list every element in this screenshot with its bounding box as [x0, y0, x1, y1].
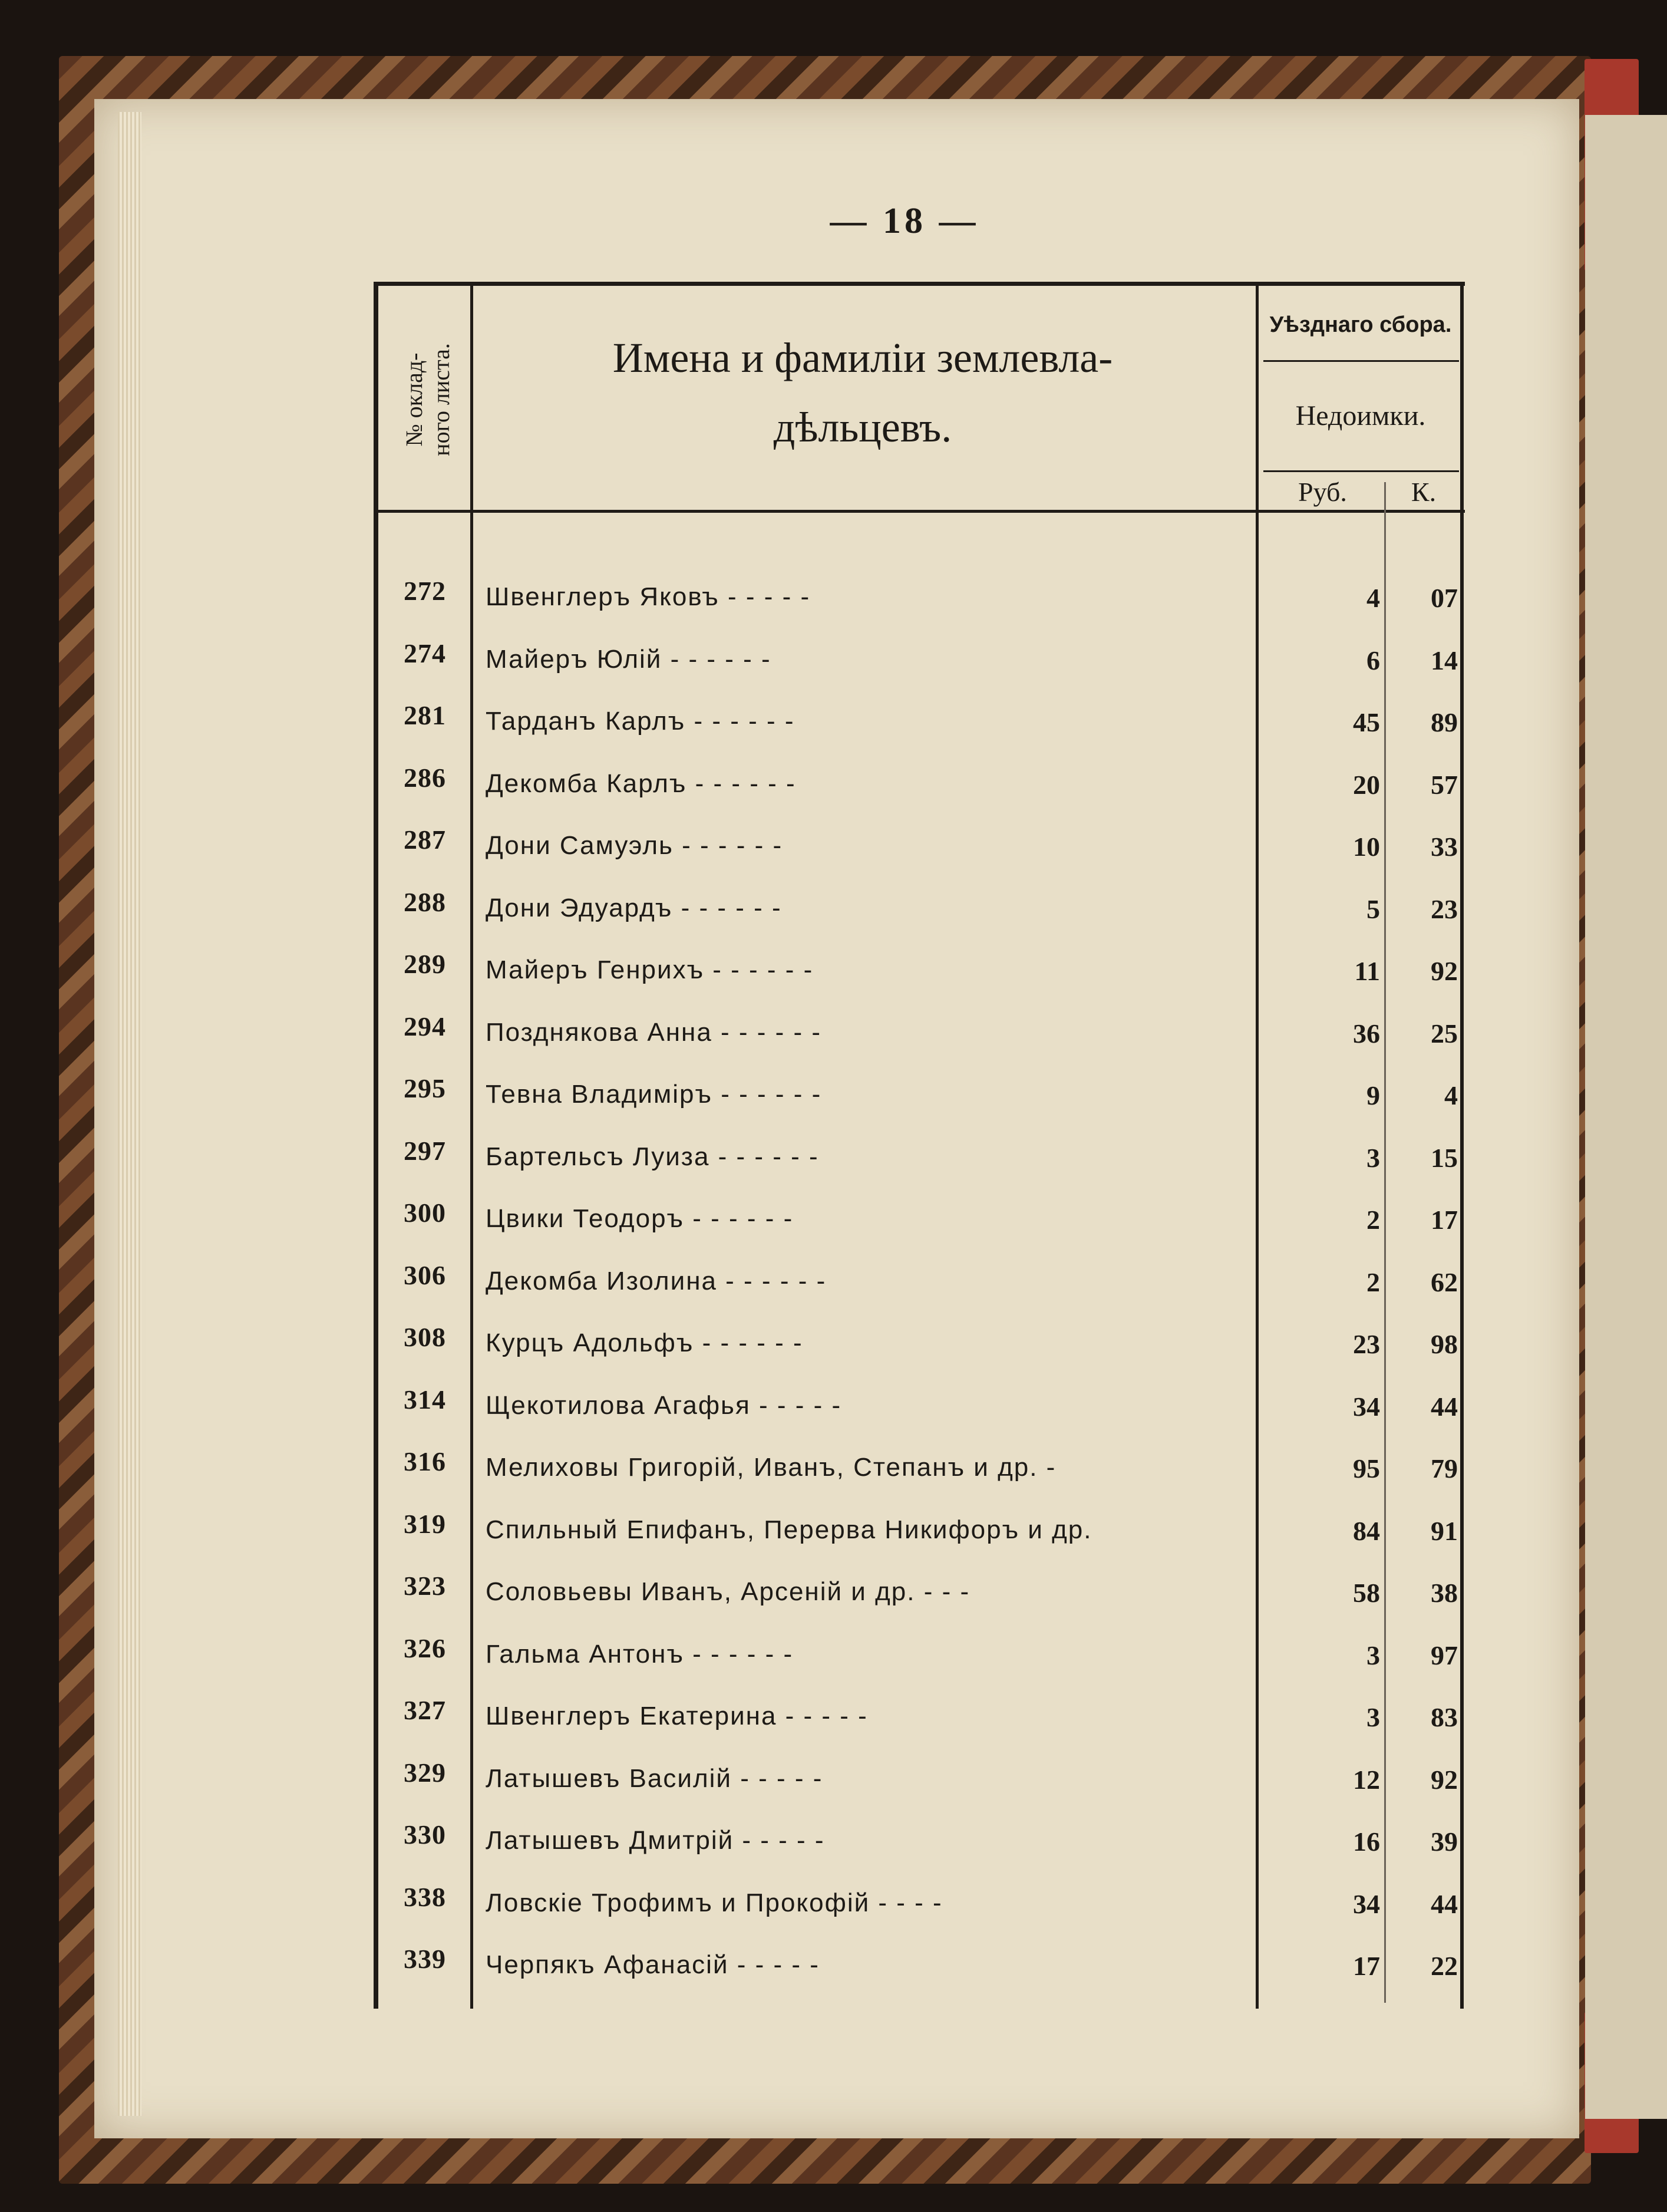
table-row: [374, 1881, 1465, 1951]
row-number: 281: [404, 700, 446, 730]
row-number: 308: [404, 1322, 446, 1352]
table-top-rule: [374, 282, 1465, 286]
table-header-rule: [374, 510, 1465, 513]
header-subrule-1: [1263, 360, 1459, 362]
table-row: [374, 1322, 1465, 1391]
row-number: 326: [404, 1633, 446, 1663]
arrears-kopeks: 39: [1431, 1827, 1458, 1857]
table-row: [374, 1198, 1465, 1267]
arrears-kopeks: 92: [1431, 956, 1458, 986]
arrears-rubles: 2: [1366, 1205, 1380, 1235]
arrears-kopeks: 4: [1444, 1080, 1458, 1110]
arrears-kopeks: 14: [1431, 645, 1458, 675]
arrears-kopeks: 89: [1431, 707, 1458, 737]
arrears-rubles: 34: [1353, 1391, 1380, 1422]
landowner-name: Щекотилова Агафья - - - - -: [486, 1390, 842, 1420]
arrears-kopeks: 17: [1431, 1205, 1458, 1235]
landowner-name: Цвики Теодоръ - - - - - -: [486, 1204, 794, 1233]
arrears-rubles: 58: [1353, 1578, 1380, 1608]
landowner-name: Швенглеръ Екатерина - - - - -: [486, 1702, 868, 1730]
header-rubles: Руб.: [1298, 477, 1347, 507]
table-row: [374, 1446, 1465, 1515]
arrears-rubles: 36: [1353, 1018, 1380, 1049]
page-number: — 18 —: [830, 201, 979, 241]
landowner-name: Тевна Владиміръ - - - - - -: [486, 1080, 822, 1109]
row-number: 338: [404, 1881, 446, 1912]
arrears-kopeks: 15: [1431, 1142, 1458, 1173]
arrears-rubles: 3: [1366, 1142, 1380, 1173]
header-district-tax: Уѣзднаго сбора.: [1269, 312, 1452, 337]
landowner-name: Соловьевы Иванъ, Арсеній и др. - - -: [486, 1577, 971, 1606]
arrears-kopeks: 25: [1431, 1018, 1458, 1049]
arrears-kopeks: 83: [1431, 1702, 1458, 1732]
arrears-rubles: 3: [1366, 1640, 1380, 1670]
row-number: 286: [404, 762, 446, 793]
table-row: [374, 1944, 1465, 2013]
table-row: [374, 576, 1465, 645]
arrears-rubles: 10: [1353, 832, 1380, 862]
row-number: 329: [404, 1757, 446, 1788]
arrears-rubles: 16: [1353, 1827, 1380, 1857]
arrears-rubles: 45: [1353, 707, 1380, 737]
table-row: [374, 1073, 1465, 1142]
landowner-name: Декомба Изолина - - - - - -: [486, 1266, 827, 1295]
row-number: 314: [404, 1384, 446, 1415]
landowner-name: Позднякова Анна - - - - - -: [486, 1017, 822, 1047]
row-number: 295: [404, 1073, 446, 1103]
arrears-kopeks: 91: [1431, 1515, 1458, 1546]
header-names-column: Имена и фамиліи землевла- дѣльцевъ.: [612, 334, 1113, 451]
arrears-kopeks: 57: [1431, 769, 1458, 800]
arrears-kopeks: 79: [1431, 1453, 1458, 1484]
arrears-rubles: 11: [1354, 956, 1380, 986]
arrears-rubles: 4: [1366, 583, 1380, 613]
arrears-kopeks: 44: [1431, 1888, 1458, 1919]
arrears-kopeks: 62: [1431, 1267, 1458, 1297]
arrears-rubles: 17: [1353, 1951, 1380, 1981]
table-row: [374, 1757, 1465, 1827]
landowner-name: Тарданъ Карлъ - - - - - -: [486, 707, 795, 736]
arrears-rubles: 9: [1366, 1080, 1380, 1110]
arrears-rubles: 95: [1353, 1453, 1380, 1484]
row-number: 294: [404, 1011, 446, 1041]
header-arrears: Недоимки.: [1295, 400, 1426, 431]
arrears-rubles: 12: [1353, 1764, 1380, 1795]
table-row: [374, 762, 1465, 832]
landowner-name: Латышевъ Дмитрій - - - - -: [486, 1826, 825, 1855]
arrears-rubles: 34: [1353, 1888, 1380, 1919]
landowner-name: Мелиховы Григорій, Иванъ, Степанъ и др. -: [486, 1453, 1057, 1482]
arrears-rubles: 20: [1353, 769, 1380, 800]
landowner-name: Дони Эдуардъ - - - - - -: [486, 893, 782, 922]
landowner-name: Гальма Антонъ - - - - - -: [486, 1639, 794, 1669]
arrears-rubles: 5: [1366, 894, 1380, 924]
table-row: [374, 1695, 1465, 1764]
arrears-table: [374, 282, 1465, 2009]
table-row: [374, 1384, 1465, 1453]
table-row: [374, 638, 1465, 707]
facing-page-edge: [1585, 115, 1667, 2119]
table-row: [374, 1011, 1465, 1080]
arrears-rubles: 84: [1353, 1515, 1380, 1546]
landowner-name: Швенглеръ Яковъ - - - - -: [486, 582, 811, 611]
row-number: 300: [404, 1198, 446, 1228]
arrears-kopeks: 97: [1431, 1640, 1458, 1670]
table-row: [374, 1260, 1465, 1329]
page-stack-edge: [118, 112, 141, 2116]
landowner-name: Майеръ Генрихъ - - - - - -: [486, 955, 814, 984]
row-number: 330: [404, 1819, 446, 1850]
row-number: 289: [404, 949, 446, 979]
header-number-column: [391, 299, 464, 500]
landowner-name: Майеръ Юлій - - - - - -: [486, 644, 771, 674]
landowner-name: Ловскіе Трофимъ и Прокофій - - - -: [486, 1888, 943, 1917]
row-number: 297: [404, 1135, 446, 1166]
table-row: [374, 1819, 1465, 1888]
landowner-name: Спильный Епифанъ, Перерва Никифоръ и др.: [486, 1515, 1092, 1544]
table-row: [374, 949, 1465, 1018]
arrears-rubles: 3: [1366, 1702, 1380, 1732]
arrears-kopeks: 44: [1431, 1391, 1458, 1422]
arrears-kopeks: 07: [1431, 583, 1458, 613]
row-number: 327: [404, 1695, 446, 1725]
table-row: [374, 1508, 1465, 1578]
landowner-name: Курцъ Адольфъ - - - - - -: [486, 1328, 803, 1357]
row-number: 316: [404, 1446, 446, 1476]
table-row: [374, 700, 1465, 769]
header-subrule-2: [1263, 470, 1459, 472]
landowner-name: Черпякъ Афанасій - - - - -: [486, 1950, 820, 1979]
arrears-kopeks: 38: [1431, 1578, 1458, 1608]
row-number: 306: [404, 1260, 446, 1290]
landowner-name: Дони Самуэль - - - - - -: [486, 831, 783, 860]
row-number: 288: [404, 886, 446, 917]
arrears-kopeks: 22: [1431, 1951, 1458, 1981]
arrears-kopeks: 98: [1431, 1329, 1458, 1359]
table-row: [374, 1135, 1465, 1205]
landowner-name: Декомба Карлъ - - - - - -: [486, 769, 796, 798]
table-body: [374, 576, 1465, 2013]
header-kopeks: К.: [1411, 477, 1437, 507]
landowner-name: Бартельсъ Луиза - - - - - -: [486, 1142, 819, 1171]
arrears-kopeks: 33: [1431, 832, 1458, 862]
table-row: [374, 1633, 1465, 1702]
row-number: 319: [404, 1508, 446, 1539]
arrears-rubles: 23: [1353, 1329, 1380, 1359]
table-row: [374, 886, 1465, 956]
landowner-name: Латышевъ Василій - - - - -: [486, 1763, 823, 1793]
arrears-kopeks: 23: [1431, 894, 1458, 924]
arrears-rubles: 2: [1366, 1267, 1380, 1297]
row-number: 287: [404, 825, 446, 855]
row-number: 274: [404, 638, 446, 668]
table-row: [374, 1571, 1465, 1640]
row-number: 323: [404, 1571, 446, 1601]
table-row: [374, 825, 1465, 894]
arrears-rubles: 6: [1366, 645, 1380, 675]
row-number: 272: [404, 576, 446, 606]
arrears-kopeks: 92: [1431, 1764, 1458, 1795]
header-number-label: № оклад- ного листа.: [401, 343, 455, 456]
row-number: 339: [404, 1944, 446, 1974]
